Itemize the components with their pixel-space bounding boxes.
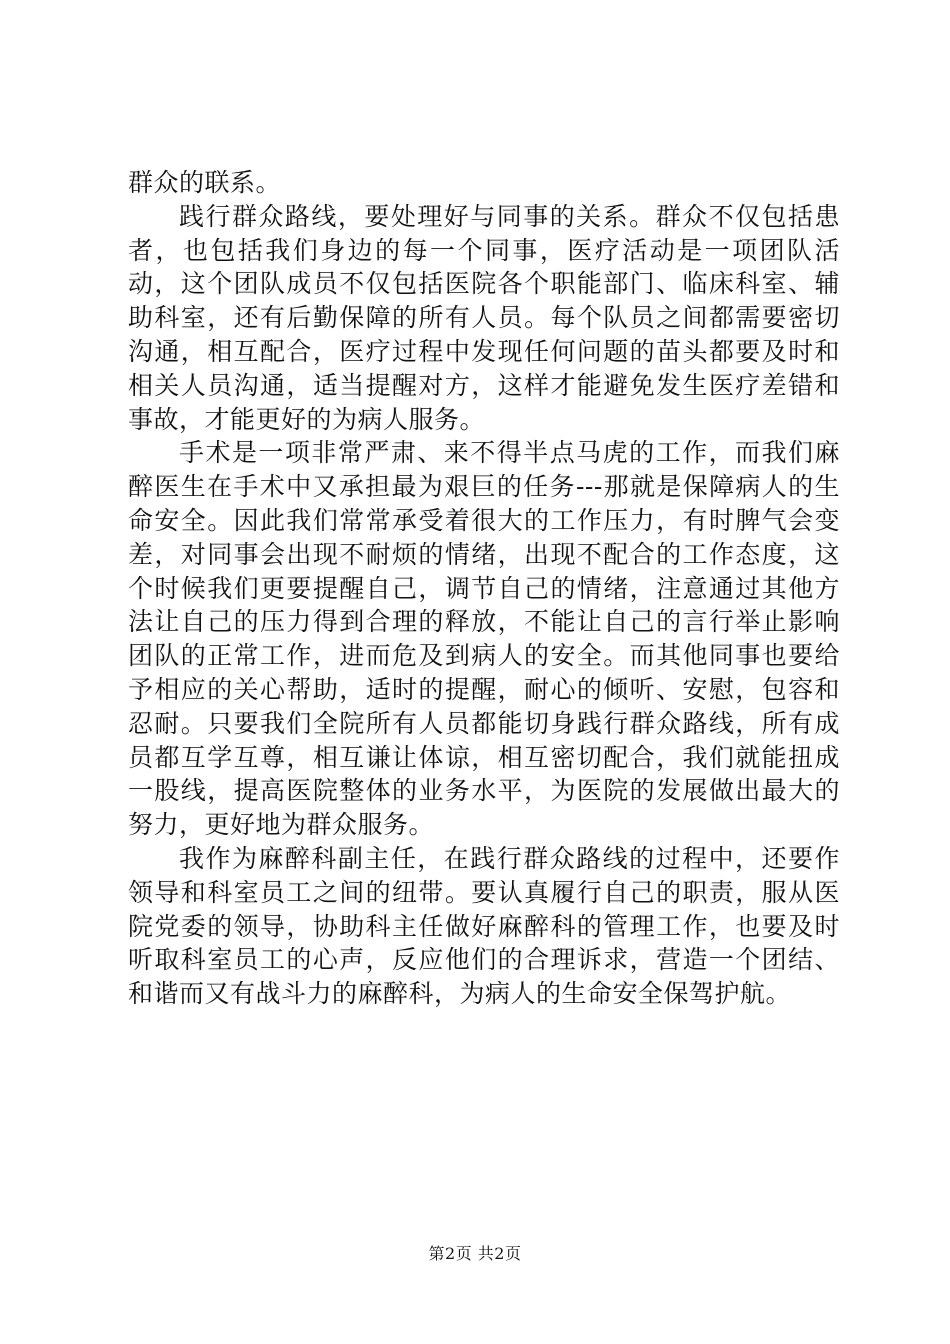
page-footer: 第2页 共2页 bbox=[428, 1244, 522, 1263]
document-body bbox=[128, 166, 840, 1011]
paragraph-surgery-pressure: 手术是一项非常严肃、来不得半点马虎的工作，而我们麻醉医生在手术中又承担最为艰巨的任务---那就是保障病人的生命安全。因此我们常常承受着很大的工作压力，有时脾气会变差，对同事会出现不耐烦的情绪，出现不配合的工作态度，这个时候我们更要提醒自己，调节自己的情绪，注意通过其他方法让自己的压力得到合理的释放，不能让自己的言行举止影响团队的正常工作，进而危及到病人的安全。而其他同事也要给予相应的关心帮助，适时的提醒，耐心的倾听、安慰，包容和忍耐。只要我们全院所有人员都能切身践行群众路线，所有成员都互学互尊，相互谦让体谅，相互密切配合，我们就能扭成一股线，提高医院整体的业务水平，为医院的发展做出最大的努力，更好地为群众服务。 bbox=[128, 438, 840, 840]
paragraph-continuation: 群众的联系。 bbox=[128, 168, 282, 197]
paragraph-colleague-relations: 践行群众路线，要处理好与同事的关系。群众不仅包括患者，也包括我们身边的每一个同事，医疗活动是一项团队活动，这个团队成员不仅包括医院各个职能部门、临床科室、辅助科室，还有后勤保障的所有人员。每个队员之间都需要密切沟通，相互配合，医疗过程中发现任何问题的苗头都要及时和相关人员沟通，适当提醒对方，这样才能避免发生医疗差错和事故，才能更好的为病人服务。 bbox=[128, 201, 840, 434]
paragraph-deputy-director-role: 我作为麻醉科副主任，在践行群众路线的过程中，还要作领导和科室员工之间的纽带。要认真履行自己的职责，服从医院党委的领导，协助科主任做好麻醉科的管理工作，也要及时听取科室员工的心声，反应他们的合理诉求，营造一个团结、和谐而又有战斗力的麻醉科，为病人的生命安全保驾护航。 bbox=[128, 843, 840, 1009]
